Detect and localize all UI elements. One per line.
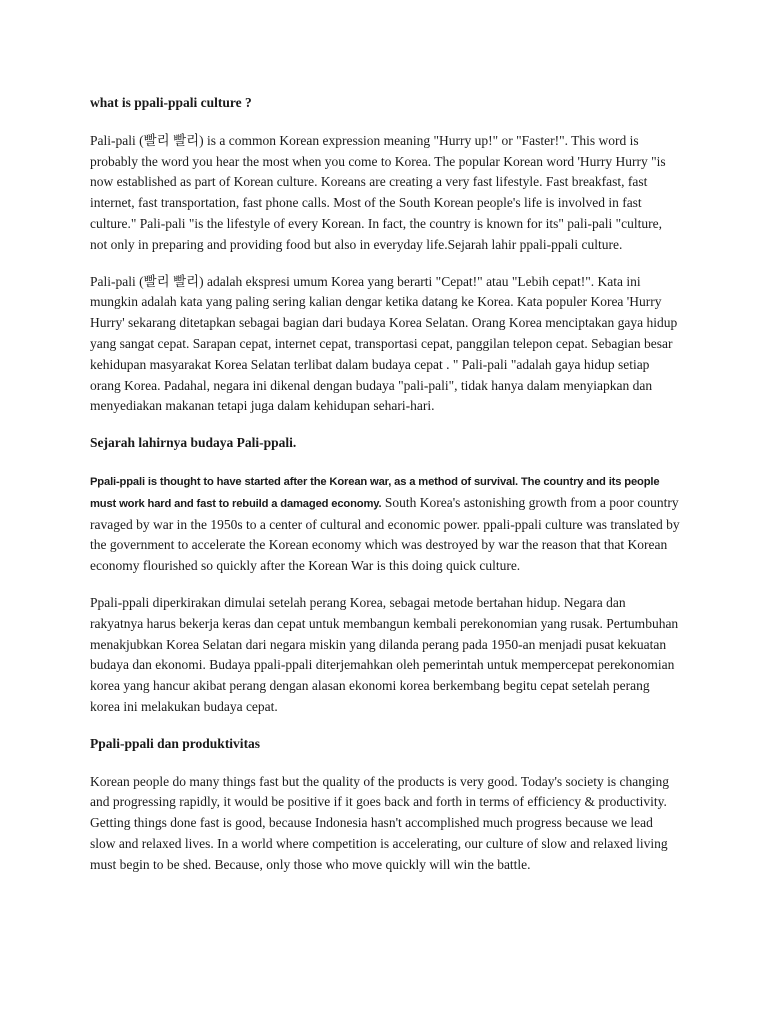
paragraph-english-history-bold: Ppali-ppali is thought to have started after the Korean war, as a method of survival. The country and its people must work hard and fast to rebuild a damaged economy. — [90, 475, 660, 510]
heading-what-is-ppali-ppali: what is ppali-ppali culture ? — [90, 95, 252, 110]
document-page — [90, 93, 680, 892]
paragraph-english-intro: Pali-pali (빨리 빨리) is a common Korean expression meaning "Hurry up!" or "Faster!". This word is probably the word you hear the most when you come to Korea. The popular Korean word 'Hurry Hurry "is now established as part of Korean culture. Koreans are creating a very fast lifestyle. Fast breakfast, fast internet, fast transportation, fast phone calls. Most of the South Korean people's life is involved in fast culture." Pali-pali "is the lifestyle of every Korean. In fact, the country is known for its" pali-pali "culture, not only in preparing and providing food but also in everyday life.Sejarah lahir ppali-ppali culture. — [90, 132, 666, 252]
paragraph-productivity: Korean people do many things fast but the quality of the products is very good. Today's society is changing and progressing rapidly, it would be positive if it goes back and forth in terms of efficiency & productivity. Getting things done fast is good, because Indonesia hasn't accomplished much progress because we lead slow and relaxed lives. In a world where competition is accelerating, our culture of slow and relaxed living must begin to be shed. Because, only those who move quickly will win the battle. — [90, 773, 670, 872]
paragraph-english-history-rest: South Korea's astonishing growth from a poor country ravaged by war in the 1950s to a center of cultural and economic power. ppali-ppali culture was translated by the government to accelerate the Korean economy which was destroyed by war the reason that that Korean economy flourished so quickly after the Korean War is this doing quick culture. — [90, 494, 680, 574]
heading-sejarah: Sejarah lahirnya budaya Pali-ppali. — [90, 435, 297, 451]
paragraph-english-history — [90, 471, 680, 577]
paragraph-indonesian-history: Ppali-ppali diperkirakan dimulai setelah perang Korea, sebagai metode bertahan hidup. Negara dan rakyatnya harus bekerja keras dan cepat untuk membangun kembali perekonomian yang rusak. Pertumbuhan menakjubkan Korea Selatan dari negara miskin yang dilanda perang pada 1950-an menjadi pusat kekuatan budaya dan ekonomi. Budaya ppali-ppali diterjemahkan oleh pemerintah untuk mempercepat perekonomian korea yang hancur akibat perang dengan alasan ekonomi korea berkembang begitu cepat setelah perang korea ini melakukan budaya cepat. — [90, 594, 679, 714]
heading-produktivitas: Ppali-ppali dan produktivitas — [90, 735, 261, 751]
paragraph-indonesian-intro: Pali-pali (빨리 빨리) adalah ekspresi umum Korea yang berarti "Cepat!" atau "Lebih cepat!". Kata ini mungkin adalah kata yang paling sering kalian dengar ketika datang ke Korea. Kata populer Korea 'Hurry Hurry' sekarang ditetapkan sebagai bagian dari budaya Korea Selatan. Orang Korea menciptakan gaya hidup yang sangat cepat. Sarapan cepat, internet cepat, transportasi cepat, panggilan telepon cepat. Sebagian besar kehidupan masyarakat Korea Selatan terlibat dalam budaya cepat . " Pali-pali "adalah gaya hidup setiap orang Korea. Padahal, negara ini dikenal dengan budaya "pali-pali", tidak hanya dalam menyiapkan dan menyediakan makanan tetapi juga dalam kehidupan sehari-hari. — [90, 273, 678, 414]
